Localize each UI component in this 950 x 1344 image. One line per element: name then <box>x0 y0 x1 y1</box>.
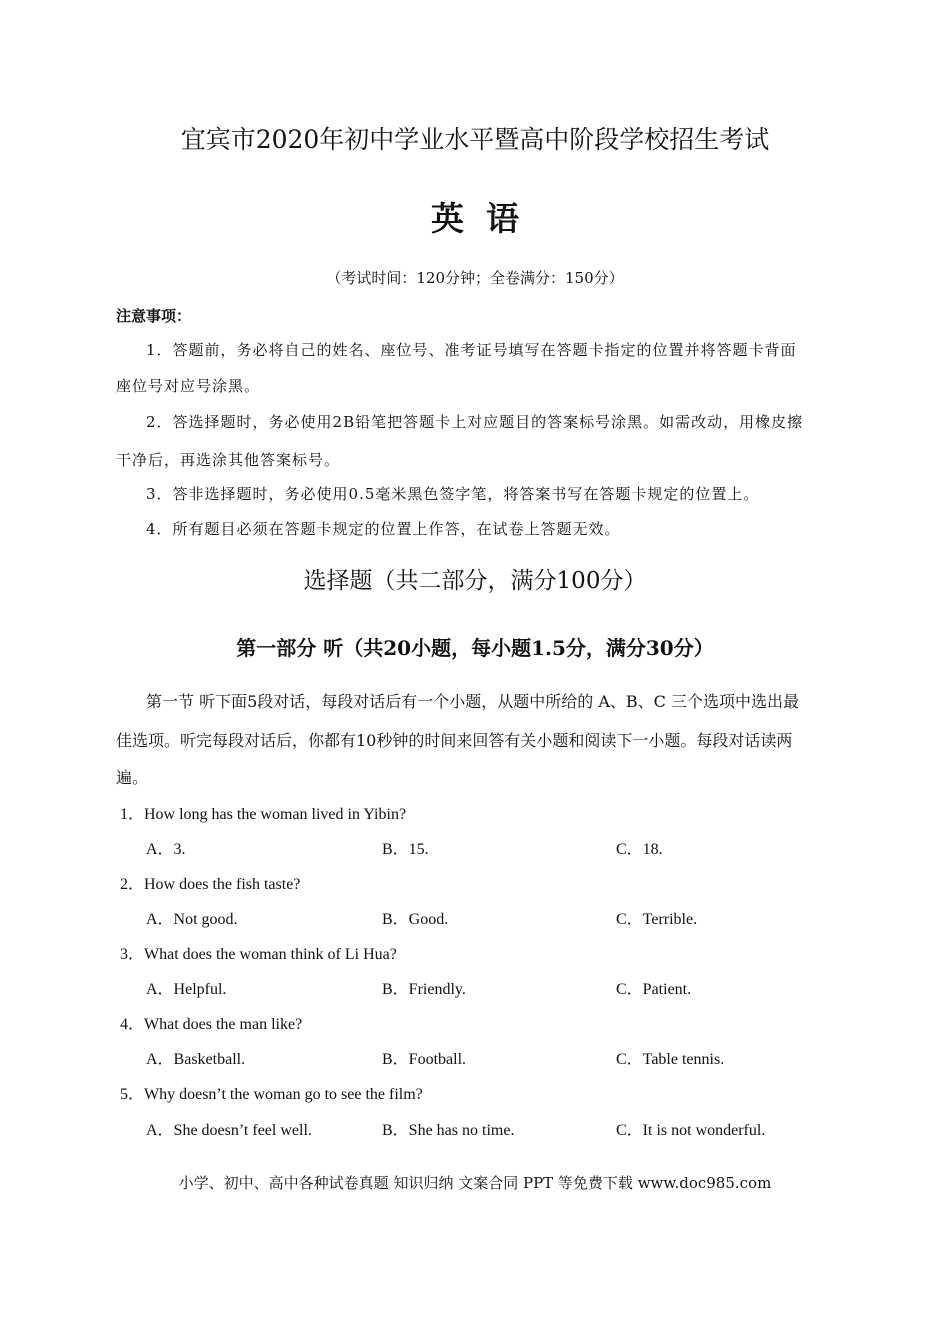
option-1b: B．15. <box>382 841 429 858</box>
notice-heading: 注意事项： <box>116 307 192 325</box>
section-title: 选择题（共二部分，满分100分） <box>303 568 647 594</box>
notice-item-4: 4．所有题目必须在答题卡规定的位置上作答，在试卷上答题无效。 <box>146 520 621 538</box>
question-5: 5．Why doesn’t the woman go to see the film? <box>120 1086 423 1103</box>
option-3c: C．Patient. <box>616 981 692 998</box>
option-2b: B．Good. <box>382 911 449 928</box>
question-1: 1．How long has the woman lived in Yibin? <box>120 806 407 823</box>
option-2a: A．Not good. <box>146 911 238 928</box>
option-1a: A．3. <box>146 841 186 858</box>
option-5b: B．She has no time. <box>382 1122 515 1139</box>
question-4: 4．What does the man like? <box>120 1016 303 1033</box>
question-3: 3．What does the woman think of Li Hua? <box>120 946 397 963</box>
notice-item-1-cont: 座位号对应号涂黑。 <box>116 377 261 395</box>
notice-item-1: 1．答题前，务必将自己的姓名、座位号、准考证号填写在答题卡指定的位置并将答题卡背面 <box>146 341 797 359</box>
instruction-line-1: 第一节 听下面5段对话，每段对话后有一个小题，从题中所给的 A、B、C 三个选项中选出最 <box>146 692 799 711</box>
option-4c: C．Table tennis. <box>616 1051 725 1068</box>
instruction-line-3: 遍。 <box>116 768 149 787</box>
option-3a: A．Helpful. <box>146 981 227 998</box>
option-4b: B．Football. <box>382 1051 467 1068</box>
option-4a: A．Basketball. <box>146 1051 246 1068</box>
part-title: 第一部分 听（共20小题，每小题1.5分，满分30分） <box>236 636 714 660</box>
notice-item-2: 2．答选择题时，务必使用2B铅笔把答题卡上对应题目的答案标号涂黑。如需改动，用橡皮擦 <box>146 413 804 431</box>
notice-item-3: 3．答非选择题时，务必使用0.5毫米黑色签字笔，将答案书写在答题卡规定的位置上。 <box>146 485 760 503</box>
question-2: 2．How does the fish taste? <box>120 876 301 893</box>
footer-text: 小学、初中、高中各种试卷真题 知识归纳 文案合同 PPT 等免费下载 www.doc985.com <box>178 1174 772 1192</box>
exam-info: （考试时间：120分钟；全卷满分：150分） <box>326 269 624 287</box>
option-1c: C．18. <box>616 841 663 858</box>
option-5a: A．She doesn’t feel well. <box>146 1122 312 1139</box>
option-2c: C．Terrible. <box>616 911 698 928</box>
instruction-line-2: 佳选项。听完每段对话后，你都有10秒钟的时间来回答有关小题和阅读下一小题。每段对话读两 <box>116 731 793 750</box>
option-5c: C．It is not wonderful. <box>616 1122 766 1139</box>
subject-title: 英语 <box>431 199 541 238</box>
exam-title: 宜宾市2020年初中学业水平暨高中阶段学校招生考试 <box>180 125 770 154</box>
notice-item-2-cont: 干净后，再选涂其他答案标号。 <box>116 451 341 469</box>
option-3b: B．Friendly. <box>382 981 466 998</box>
